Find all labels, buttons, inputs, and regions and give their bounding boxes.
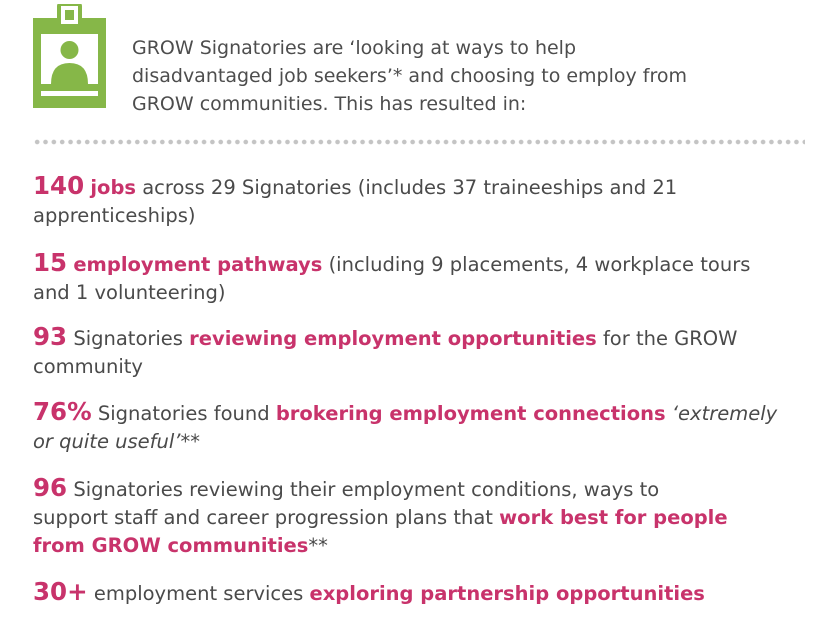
stat-highlight: reviewing employment opportunities: [189, 327, 597, 350]
stat-text: (including 9 placements, 4 workplace tours: [328, 253, 751, 276]
intro-text: [132, 34, 792, 118]
stat-text: and 1 volunteering): [33, 281, 226, 304]
intro-line: disadvantaged job seekers’* and choosing to employ from: [132, 65, 688, 87]
id-badge-icon: [33, 4, 106, 108]
stat-number: 93: [33, 322, 68, 351]
stat-text: Signatories reviewing their employment conditions, ways to: [73, 478, 660, 501]
stat-employment-pathways: [33, 249, 803, 307]
stat-text: apprenticeships): [33, 204, 196, 227]
stat-text: for the GROW: [602, 327, 738, 350]
stat-text: employment services: [93, 582, 304, 605]
stat-quote: or quite useful’**: [33, 430, 200, 453]
stat-partnership-opportunities: [33, 578, 803, 608]
stat-number: 96: [33, 473, 68, 502]
stat-jobs: [33, 172, 803, 230]
stat-text: support staff and career progression plans that: [33, 506, 493, 529]
stat-number: 76%: [33, 397, 92, 426]
stat-footnote: **: [308, 534, 328, 557]
stat-highlight: work best for people: [499, 506, 728, 529]
stat-text: Signatories found: [97, 402, 270, 425]
stat-brokering-connections: [33, 398, 803, 456]
stat-number: 30+: [33, 577, 88, 606]
stat-number: 140: [33, 171, 85, 200]
stat-quote: ‘extremely: [671, 402, 778, 425]
stat-employment-conditions: [33, 474, 803, 560]
stat-reviewing-opportunities: [33, 323, 803, 381]
stat-highlight: exploring partnership opportunities: [309, 582, 705, 605]
stat-highlight: employment pathways: [73, 253, 323, 276]
stat-text: community: [33, 355, 143, 378]
stat-text: Signatories: [73, 327, 183, 350]
stat-highlight: brokering employment connections: [275, 402, 666, 425]
intro-line: GROW Signatories are ‘looking at ways to help: [132, 37, 577, 59]
intro-line: GROW communities. This has resulted in:: [132, 93, 527, 115]
stat-number: 15: [33, 248, 68, 277]
stat-text: across 29 Signatories (includes 37 traineeships and 21: [142, 176, 678, 199]
stat-highlight: jobs: [90, 176, 137, 199]
dotted-divider: [33, 138, 805, 146]
stat-highlight: from GROW communities: [33, 534, 309, 557]
